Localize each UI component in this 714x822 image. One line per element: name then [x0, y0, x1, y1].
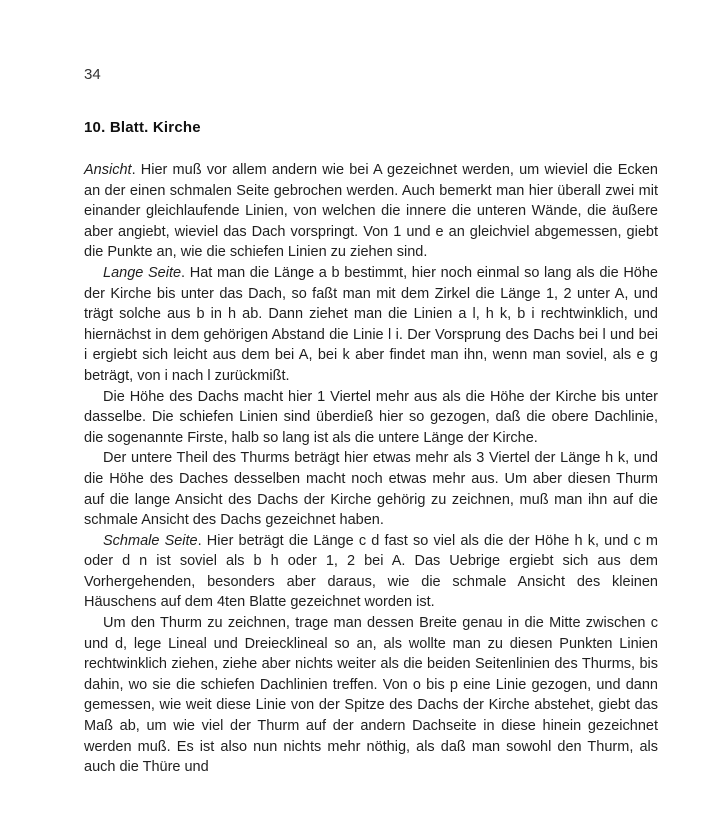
paragraph: [84, 160, 658, 263]
paragraph-text: . Hier muß vor allem andern wie bei A gezeichnet werden, um wieviel die Ecken an der einen schmalen Seite gebrochen werden. Auch bemerkt man hier überall zwei mit einander gleichlaufende Linien, von welchen die innere die unteren Wände, die äußere aber angiebt, wieviel das Dach vorspringt. Von 1 und e an gleichviel abgemessen, giebt die Punkte an, wie die schiefen Linien zu ziehen sind.: [84, 162, 658, 261]
paragraph-text: Die Höhe des Dachs macht hier 1 Viertel mehr aus als die Höhe der Kirche bis unter dasselbe. Die schiefen Linien sind überdieß hier so gezogen, daß die obere Dachlinie, die sogenannte Firste, halb so lang ist als die untere Länge der Kirche.: [84, 388, 658, 446]
page-title: 10. Blatt. Kirche: [84, 119, 201, 136]
paragraph-text: . Hat man die Länge a b bestimmt, hier noch einmal so lang als die Höhe der Kirche bis unter das Dach, so faßt man mit dem Zirkel die Länge 1, 2 unter A, und trägt solche aus b in h ab. Dann ziehet man die Linien a l, h k, b i rechtwinklich, und hiernächst in dem gehörigen Abstand die Linie l i. Der Vorsprung des Dachs bei l und bei i ergiebt sich leicht aus dem bei A, bei k aber findet man ihn, wenn man soviel, als e g beträgt, von i nach l zurückmißt.: [84, 264, 658, 384]
paragraph: [84, 263, 658, 387]
document-page: [84, 66, 658, 778]
page-number: 34: [84, 66, 101, 83]
paragraph: [84, 448, 658, 530]
paragraph-text: . Hier beträgt die Länge c d fast so viel als die der Höhe h k, und c m oder d n ist soviel als b h oder 1, 2 bei A. Das Uebrige ergiebt sich aus dem Vorhergehenden, besonders aber daraus, wie die schmale Ansicht des kleinen Häuschens auf dem 4ten Blatte gezeichnet worden ist.: [84, 532, 658, 611]
paragraph-lead: Lange Seite: [103, 264, 182, 281]
paragraph-text: Der untere Theil des Thurms beträgt hier etwas mehr als 3 Viertel der Länge h k, und die Höhe des Daches desselben macht noch etwas mehr aus. Um aber diesen Thurm auf die lange Ansicht des Dachs der Kirche gehörig zu zeichnen, muß man ihn auf die schmale Ansicht des Dachs gezeichnet haben.: [84, 450, 658, 529]
body-text: [84, 160, 658, 778]
paragraph-lead: Ansicht: [84, 162, 132, 178]
paragraph: [84, 531, 658, 613]
paragraph: [84, 613, 658, 778]
paragraph-lead: Schmale Seite: [103, 532, 198, 549]
paragraph-text: Um den Thurm zu zeichnen, trage man dessen Breite genau in die Mitte zwischen c und d, lege Lineal und Dreiecklineal so an, als wollte man zu diesen Punkten Linien rechtwinklich ziehen, ziehe aber nichts weiter als die beiden Seitenlinien des Thurms, bis dahin, wo sie die schiefen Dachlinien treffen. Von o bis p eine Linie gezogen, und dann gemessen, wie weit diese Linie von der Spitze des Dachs der Kirche abstehet, giebt das Maß ab, um wie viel der Thurm auf der andern Dachseite in diese hinein gezeichnet werden muß. Es ist also nun nichts mehr nöthig, als daß man sowohl den Thurm, als auch die Thüre und: [84, 615, 658, 776]
paragraph: [84, 387, 658, 449]
